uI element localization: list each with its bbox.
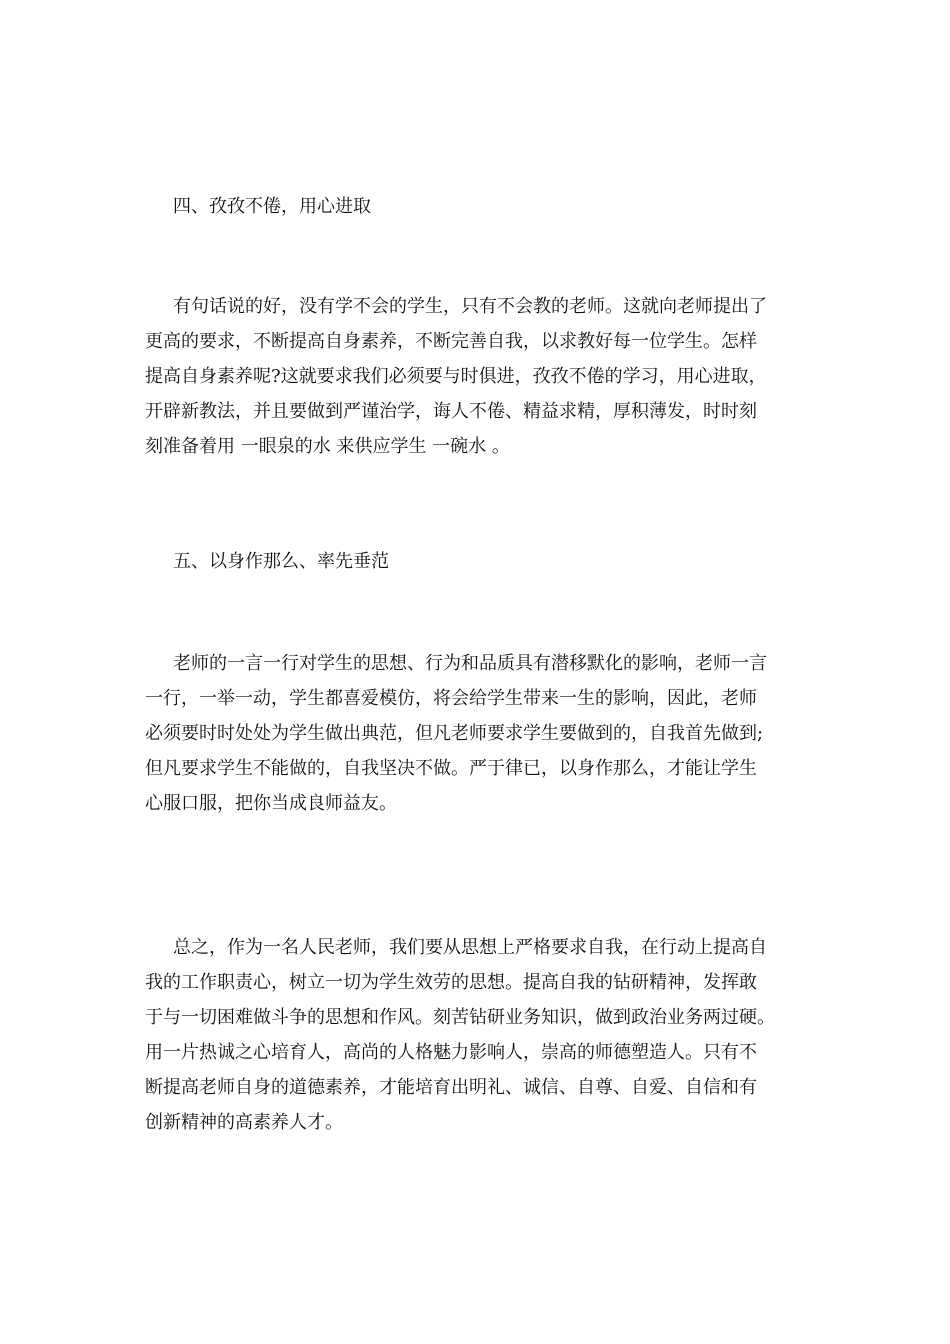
paragraph-line: 老师的一言一行对学生的思想、行为和品质具有潜移默化的影响，老师一言	[173, 653, 767, 674]
paragraph-line: 有句话说的好，没有学不会的学生，只有不会教的老师。这就向老师提出了	[173, 296, 767, 317]
paragraph-line: 更高的要求，不断提高自身素养，不断完善自我，以求教好每一位学生。怎样	[145, 331, 757, 352]
paragraph-line: 于与一切困难做斗争的思想和作风。刻苦钻研业务知识，做到政治业务两过硬。	[145, 1007, 775, 1028]
section-heading-4: 四、孜孜不倦，用心进取	[173, 196, 371, 217]
paragraph-line: 必须要时时处处为学生做出典范，但凡老师要求学生要做到的，自我首先做到;	[145, 723, 764, 744]
section-paragraph-4	[145, 289, 815, 464]
paragraph-line: 一行，一举一动，学生都喜爱模仿，将会给学生带来一生的影响，因此，老师	[145, 688, 757, 709]
paragraph-line: 创新精神的高素养人才。	[145, 1112, 343, 1133]
paragraph-line: 我的工作职责心，树立一切为学生效劳的思想。提高自我的钻研精神，发挥敢	[145, 972, 757, 993]
section-heading-5: 五、以身作那么、率先垂范	[173, 551, 389, 572]
section-paragraph-5	[145, 646, 815, 821]
paragraph-line: 刻准备着用 一眼泉的水 来供应学生 一碗水 。	[145, 436, 510, 457]
paragraph-line: 心服口服，把你当成良师益友。	[145, 793, 397, 814]
paragraph-line: 但凡要求学生不能做的，自我坚决不做。严于律已，以身作那么，才能让学生	[145, 758, 757, 779]
paragraph-line: 总之，作为一名人民老师，我们要从思想上严格要求自我，在行动上提高自	[173, 937, 767, 958]
paragraph-line: 断提高老师自身的道德素养，才能培育出明礼、诚信、自尊、自爱、自信和有	[145, 1077, 757, 1098]
paragraph-line: 开辟新教法，并且要做到严谨治学，诲人不倦、精益求精，厚积薄发，时时刻	[145, 401, 757, 422]
conclusion-paragraph	[145, 930, 815, 1140]
paragraph-line: 提高自身素养呢?这就要求我们必须要与时俱进，孜孜不倦的学习，用心进取，	[145, 366, 767, 387]
paragraph-line: 用一片热诚之心培育人，高尚的人格魅力影响人，崇高的师德塑造人。只有不	[145, 1042, 757, 1063]
